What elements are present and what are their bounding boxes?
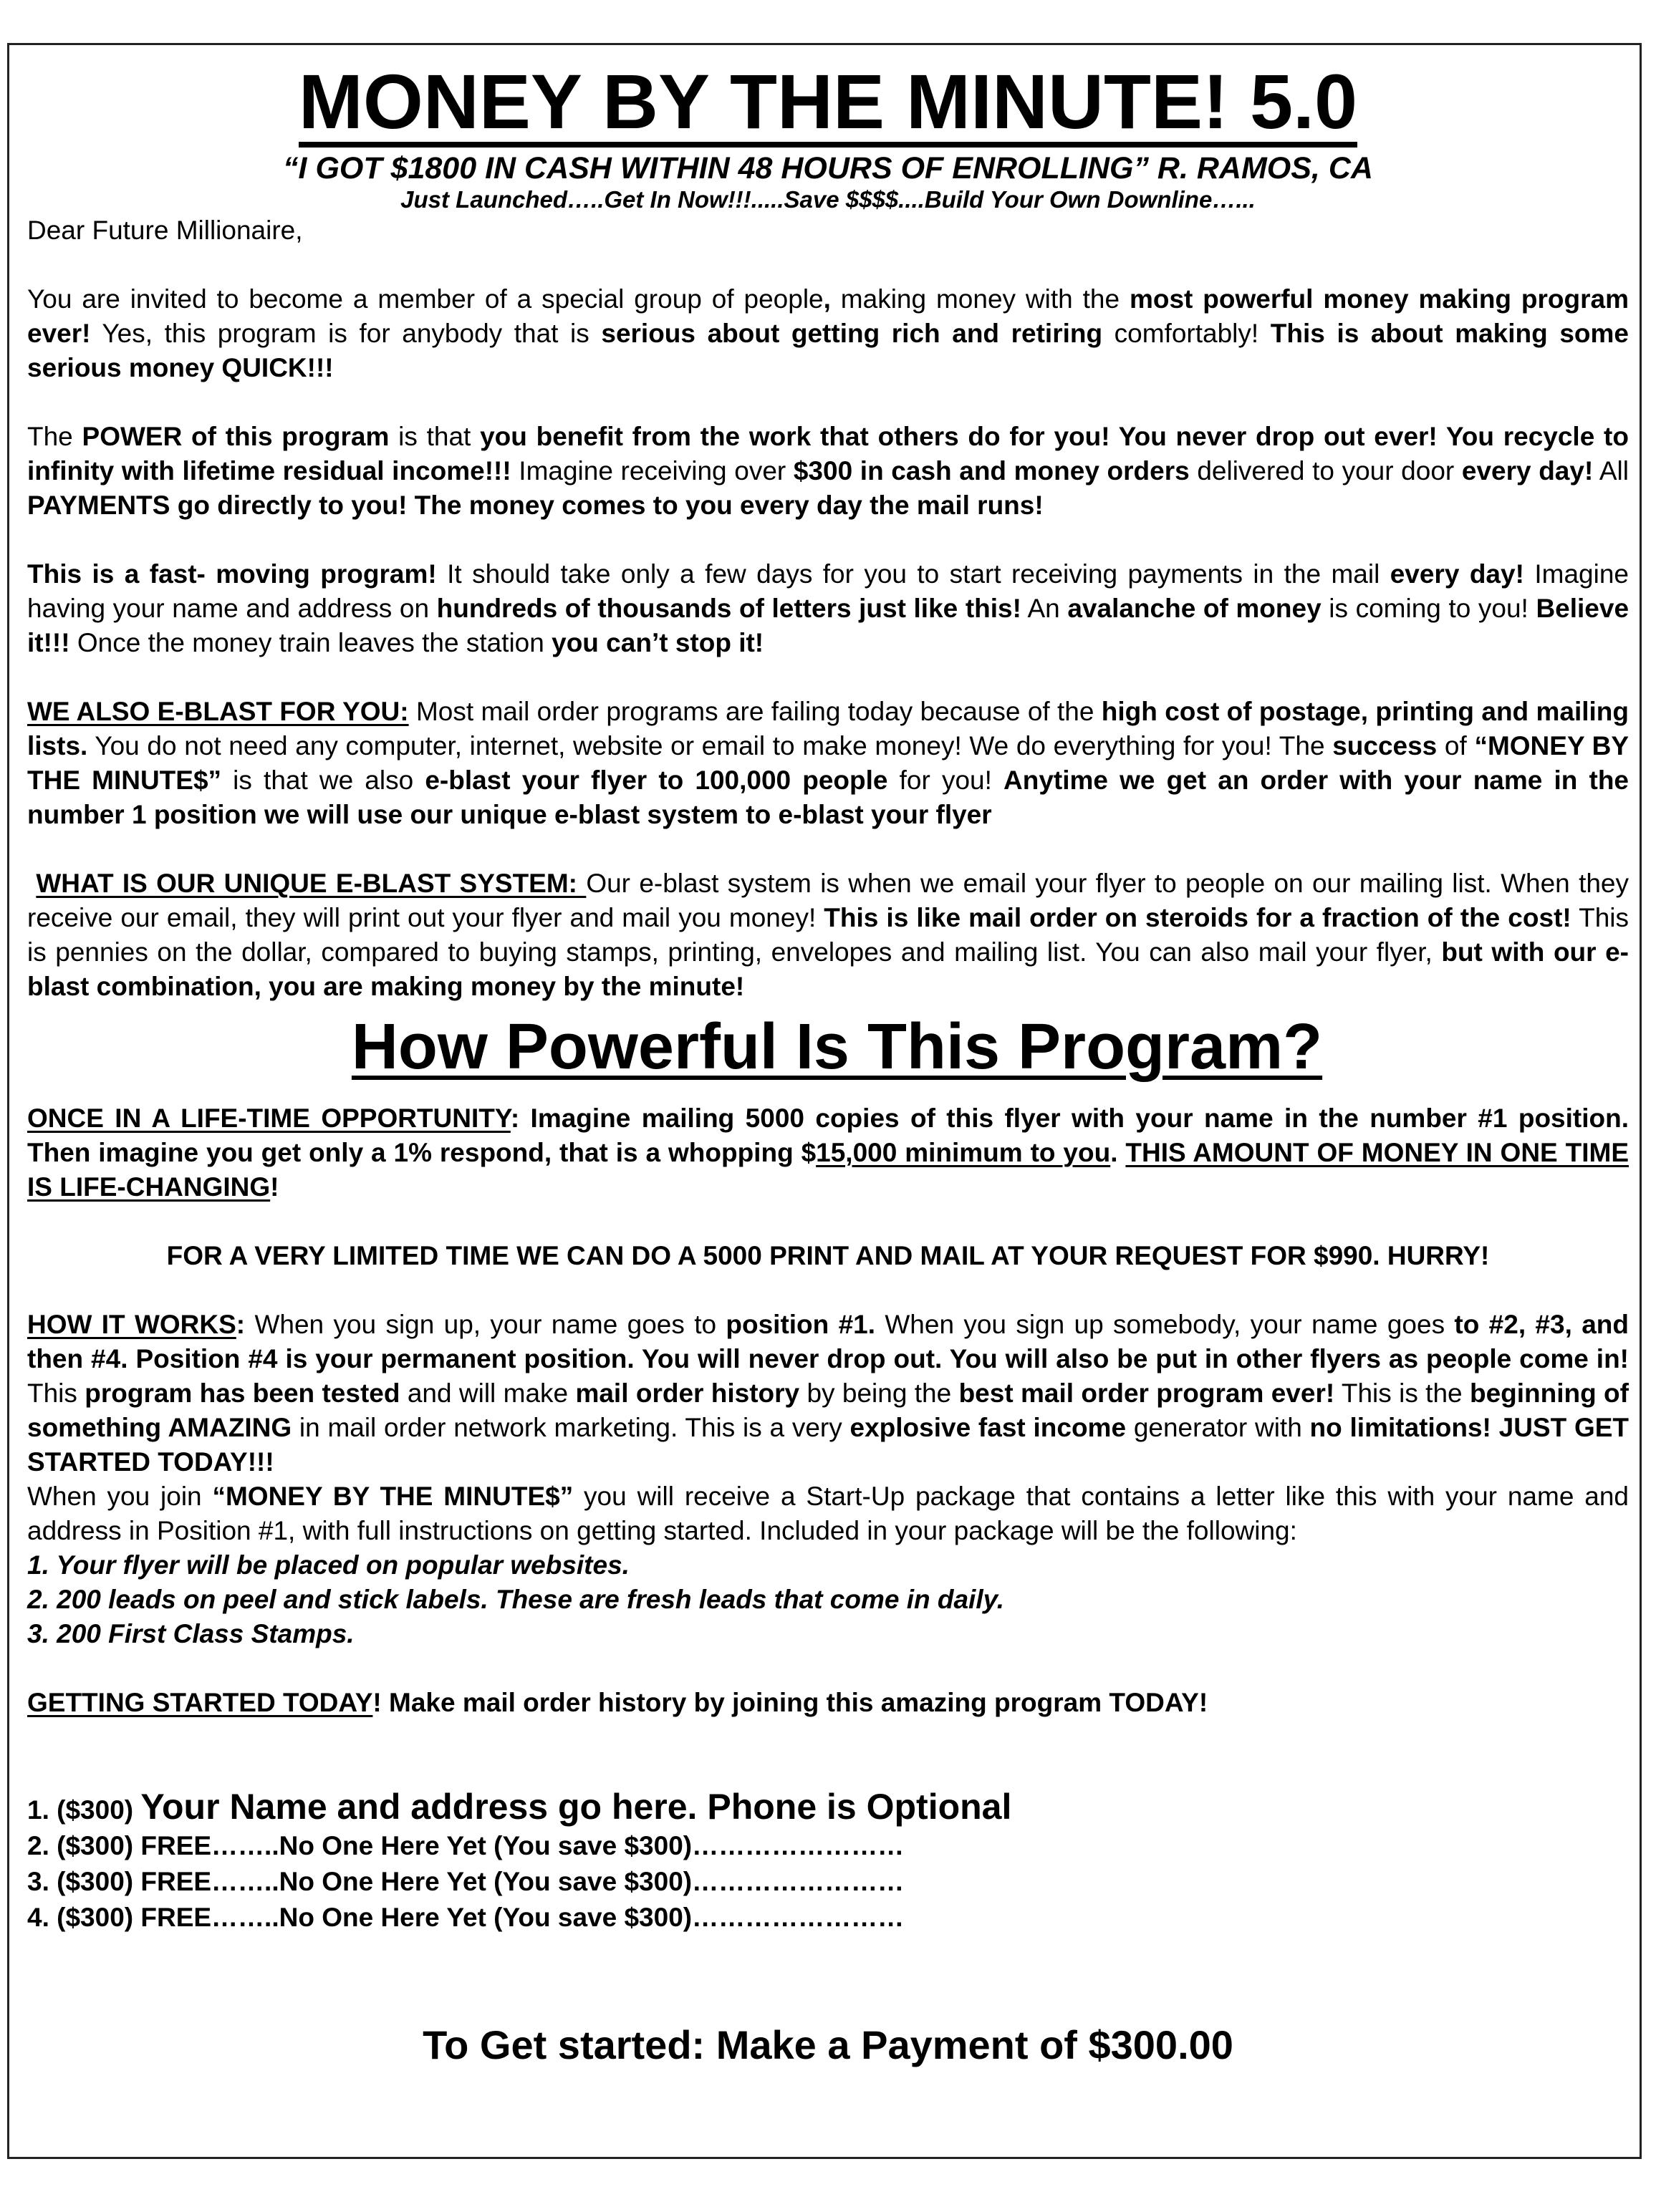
section-title: How Powerful Is This Program? (351, 1011, 1323, 1083)
position-3: 3. ($300) FREE……..No One Here Yet (You save $300)…………………… (27, 1867, 905, 1896)
final-call-to-action: To Get started: Make a Payment of $300.00 (423, 2022, 1233, 2067)
paragraph-start-up-package: When you join “MONEY BY THE MINUTE$” you will receive a Start-Up package that contains a letter like this with your name and address in Position #1, with full instructions on getting started. Included in your package will be the following: (27, 1482, 1629, 1545)
subtitle: Just Launched…..Get In Now!!!.....Save $$$$....Build Your Own Downline…... (400, 186, 1256, 213)
paragraph-how-it-works: HOW IT WORKS: When you sign up, your name goes to position #1. When you sign up somebody, your name goes to #2, #3, and then #4. Position #4 is your permanent position. You will never drop out. You will also be put in other flyers as people come in! This program has been tested and will make mail order history by being the best mail order program ever! This is the beginning of something AMAZING in mail order network marketing. This is a very explosive fast income generator with no limitations! JUST GET STARTED TODAY!!! (27, 1310, 1629, 1477)
paragraph-power: The POWER of this program is that you benefit from the work that others do for you! You never drop out ever! You recycle to infinity with lifetime residual income!!! Imagine receiving over $300 in cash and money orders delivered to your door every day! All PAYMENTS go directly to you! The money comes to you every day the mail runs! (27, 422, 1629, 520)
list-item: 2. 200 leads on peel and stick labels. These are fresh leads that come in daily. (27, 1585, 1005, 1614)
limited-offer: FOR A VERY LIMITED TIME WE CAN DO A 5000 PRINT AND MAIL AT YOUR REQUEST FOR $990. HURRY! (166, 1241, 1490, 1270)
paragraph-opportunity: ONCE IN A LIFE-TIME OPPORTUNITY: Imagine mailing 5000 copies of this flyer with your name in the number #1 position. Then imagine you get only a 1% respond, that is a whopping $15,000 minimum to you. THIS AMOUNT OF MONEY IN ONE TIME IS LIFE-CHANGING! (27, 1103, 1629, 1202)
position-4: 4. ($300) FREE……..No One Here Yet (You save $300)…………………… (27, 1903, 905, 1932)
list-item: 1. Your flyer will be placed on popular websites. (27, 1550, 630, 1580)
paragraph-getting-started: GETTING STARTED TODAY! Make mail order history by joining this amazing program TODAY! (27, 1688, 1208, 1717)
testimonial: “I GOT $1800 IN CASH WITHIN 48 HOURS OF ENROLLING” R. RAMOS, CA (283, 151, 1373, 185)
paragraph-e-blast-system: WHAT IS OUR UNIQUE E-BLAST SYSTEM: Our e-blast system is when we email your flyer to people on our mailing list. When they receive our email, they will print out your flyer and mail you money! This is like mail order on steroids for a fraction of the cost! This is pennies on the dollar, compared to buying stamps, printing, envelopes and mailing list. You can also mail your flyer, but with our e-blast combination, you are making money by the minute! (27, 869, 1629, 1001)
greeting: Dear Future Millionaire, (27, 216, 303, 245)
paragraph-e-blast: WE ALSO E-BLAST FOR YOU: Most mail order programs are failing today because of the high cost of postage, printing and mailing lists. You do not need any computer, internet, website or email to make money! We do everything for you! The success of “MONEY BY THE MINUTE$” is that we also e-blast your flyer to 100,000 people for you! Anytime we get an order with your name in the number 1 position we will use our unique e-blast system to e-blast your flyer (27, 697, 1629, 829)
headline: MONEY BY THE MINUTE! 5.0 (27, 59, 1629, 148)
position-2: 2. ($300) FREE……..No One Here Yet (You save $300)…………………… (27, 1831, 905, 1860)
flyer-document (27, 47, 1629, 2070)
paragraph-fast-moving: This is a fast- moving program! It should take only a few days for you to start receiving payments in the mail every day! Imagine having your name and address on hundreds of thousands of letters just like this! An avalanche of money is coming to you! Believe it!!! Once the money train leaves the station you can’t stop it! (27, 559, 1629, 657)
list-item: 3. 200 First Class Stamps. (27, 1619, 355, 1648)
paragraph-intro: You are invited to become a member of a special group of people, making money with the most powerful money making program ever! Yes, this program is for anybody that is serious about getting rich and retiring comfortably! This is about making some serious money QUICK!!! (27, 284, 1629, 382)
position-1: 1. ($300) Your Name and address go here. Phone is Optional (27, 1787, 1012, 1827)
